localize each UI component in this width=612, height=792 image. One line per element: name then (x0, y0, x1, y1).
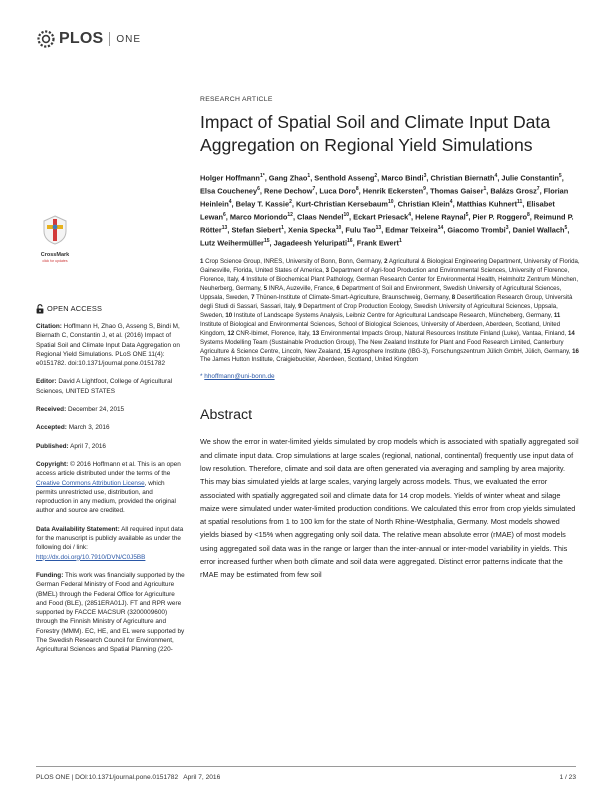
article-main (200, 96, 580, 582)
author-name: Florian Heinlein (200, 186, 569, 209)
affiliation-text: Institute of Biochemical Plant Pathology, German Research Center for Environmental Health, Helmholtz Zentrum München, Neuherberg, Germany, (200, 275, 579, 292)
author-name: Lutz Weihermüller (200, 238, 264, 248)
author-name: Xenia Specka (288, 225, 336, 235)
author-affiliation-ref: 4 (494, 172, 498, 179)
author-affiliation-ref: 11 (517, 198, 523, 205)
author-name: Belay T. Kassie (235, 199, 290, 209)
license-link[interactable]: Creative Commons Attribution License (36, 479, 145, 487)
editor-block (36, 377, 186, 396)
author-name: Henrik Eckersten (362, 186, 424, 196)
author-affiliation-ref: 2 (374, 172, 378, 179)
affiliation-number: 9 (298, 302, 302, 310)
received-block (36, 405, 186, 414)
author-name: Helene Raynal (415, 212, 466, 222)
author-affiliation-ref: 3 (423, 172, 427, 179)
affiliation-number: 8 (451, 293, 456, 301)
author-affiliation-ref: 13 (375, 224, 382, 231)
affiliation-text: Crop Science Group, INRES, University of Bonn, Bonn, Germany, (203, 257, 385, 265)
author-affiliation-ref: 7 (536, 185, 540, 192)
accepted-block (36, 423, 186, 432)
author-affiliation-ref: 6 (223, 211, 226, 218)
article-type: RESEARCH ARTICLE (200, 96, 273, 103)
corresponding-star: * (200, 373, 203, 381)
author-affiliation-ref: 1 (483, 185, 487, 192)
author-affiliation-ref: 12 (287, 211, 293, 218)
affiliation-text: Institute of Biological and Environmental Sciences, School of Biological Sciences, University of Aberdeen, Aberdeen, Scotland, United Kingdom, (200, 320, 561, 337)
accepted-date: March 3, 2016 (68, 424, 110, 432)
author-affiliation-ref: 2 (289, 198, 292, 205)
article-title: Impact of Spatial Soil and Climate Input Data Aggregation on Regional Yield Simulations (200, 112, 551, 155)
author-name: Claas Nendel (297, 212, 344, 222)
author-list: Holger Hoffmann$^{1*}$, Gang Zhao$^1$, Senthold Asseng$^2$, Marco Bindi$^3$, Christian Biernath$^4$, Julie Constantin$^5$, Elsa Coucheney$^6$, Rene Dechow$^7$, Luca Doro$^8$, Henrik Eckersten$^9$, Thomas Gaiser$^1$, Balázs Grosz$^7$, Florian Heinlein$^4$, Belay T. Kassie$^2$, Kurt-Christian Kersebaum$^{10}$, Christian Klein$^4$, Matthias Kuhnert$^{11}$, Elisabet Lewan$^6$, Marco Moriondo$^{12}$, Claas Nendel$^{10}$, Eckart Priesack$^4$, Helene Raynal$^5$, Pier P. Roggero$^8$, Reimund P. Rötter$^{13}$, Stefan Siebert$^1$, Xenia Specka$^{10}$, Fulu Tao$^{13}$, Edmar Teixeira$^{14}$, Giacomo Trombi$^3$, Daniel Wallach$^5$, Lutz Weihermüller$^{15}$, Jagadeesh Yeluripati$^{16}$, Frank Ewert$^1$ (200, 172, 574, 248)
affiliation-number: 16 (572, 347, 579, 355)
affiliation-text: Agricultural & Biological Engineering Department, University of Florida, Gainesville, Florida, United States of America, (200, 257, 580, 274)
footer-divider (36, 766, 576, 767)
affiliation-number: 11 (553, 311, 561, 319)
crossmark-badge[interactable] (33, 214, 77, 263)
author-name: Marco Bindi (381, 173, 424, 183)
author-affiliation-ref: 1 (399, 237, 402, 244)
author-name: Stefan Siebert (231, 225, 282, 235)
affiliation-text: INRA, Auzeville, France, (266, 284, 337, 292)
author-name: Rene Dechow (263, 186, 313, 196)
author-affiliation-ref: 14 (437, 224, 444, 231)
affiliation-text: Department of Crop Production Ecology, Swedish University of Agricultural Sciences, Uppsala, Sweden, (200, 302, 558, 319)
editor-text: David A Lightfoot, College of Agricultural Sciences, UNITED STATES (36, 378, 173, 395)
author-affiliation-ref: 7 (312, 185, 316, 192)
affiliation-text: Thünen-Institute of Climate-Smart-Agriculture, Braunschweig, Germany, (254, 293, 452, 301)
author-name: Christian Biernath (430, 173, 495, 183)
author-affiliation-ref: 10 (387, 198, 394, 205)
affiliation-text: Institute of Landscape Systems Analysis, Leibniz Centre for Agricultural Landscape Research, Müncheberg, Germany, (232, 311, 554, 319)
author-name: Fulu Tao (345, 225, 376, 235)
author-affiliation-ref: 10 (343, 211, 350, 218)
logo-divider (109, 32, 110, 46)
author-affiliation-ref: 9 (423, 185, 426, 192)
author-name: Kurt-Christian Kersebaum (295, 199, 388, 209)
author-affiliation-ref: 13 (221, 224, 228, 231)
author-name: Balázs Grosz (490, 186, 537, 196)
author-name: Elsa Coucheney (200, 186, 258, 196)
affiliation-number: 2 (384, 257, 388, 265)
author-name: Senthold Asseng (314, 173, 375, 183)
affiliation-number: 14 (567, 329, 575, 337)
published-date: April 7, 2016 (70, 442, 106, 450)
copyright-text-tail: , which permits unrestricted use, distribution, and reproduction in any medium, provided the original author and source are credited. (36, 479, 176, 515)
affiliation-text: Agrosphere Institute (IBG-3), Forschungszentrum Jülich GmbH, Jülich, Germany, (350, 347, 573, 355)
data-availability-text: All required input data for the manuscript is publicly available as under the following doi / link: (36, 525, 184, 552)
plos-logo-icon (36, 29, 56, 49)
affiliation-number: 7 (251, 293, 255, 301)
author-affiliation-ref: 4 (449, 198, 453, 205)
received-label: Received: (36, 406, 67, 414)
author-name: Edmar Teixeira (385, 225, 438, 235)
copyright-block (36, 460, 186, 516)
affiliation-list (200, 258, 580, 365)
received-date: December 24, 2015 (67, 406, 125, 414)
affiliation-number: 10 (225, 311, 233, 319)
crossmark-label: CrossMark (40, 252, 70, 258)
author-name: Christian Klein (397, 199, 450, 209)
copyright-label: Copyright: (36, 460, 69, 468)
journal-name: ONE (116, 33, 142, 45)
affiliation-text: The James Hutton Institute, Craigiebuckler, Aberdeen, Scotland, United Kingdom (200, 356, 419, 364)
author-affiliation-ref: 3 (505, 224, 509, 231)
author-affiliation-ref: 1* (259, 172, 265, 179)
affiliation-number: 1 (200, 257, 204, 265)
author-name: Marco Moriondo (229, 212, 288, 222)
affiliation-text: Department of Agri-food Production and Environmental Sciences, University of Florence, Florence, Italy, (200, 266, 570, 283)
article-sidebar (36, 304, 186, 664)
funding-text: This work was financially supported by the German Federal Ministry of Food and Agriculture (BMEL) through the Federal Office for Agriculture and Food (BLE), (2851ERA01J). FT and RPR were supported by FACCE MACSUR (3200009600) through the Finnish Ministry of Agriculture and Forestry (MMM). EC, HE, and EL were supported by The Swedish Research Council for Environment, Agricultural Sciences and Spatial Planning (220- (36, 571, 185, 654)
open-lock-icon (36, 304, 44, 314)
citation-text: Hoffmann H, Zhao G, Asseng S, Bindi M, Biernath C, Constantin J, et al. (2016) Impact of Spatial Soil and Climate Input Data Aggregation on Regional Yield Simulations. PLoS ONE 11(4): e0151782. doi:10.1371/journal.pone.0151782 (36, 323, 180, 368)
data-availability-block (36, 525, 186, 562)
accepted-label: Accepted: (36, 424, 67, 432)
author-name: Elisabet Lewan (200, 199, 555, 222)
author-affiliation-ref: 1 (307, 172, 311, 179)
affiliation-text: CNR-Ibimet, Florence, Italy, (234, 329, 313, 337)
author-name: Pier P. Roggero (472, 212, 528, 222)
copyright-text: © 2016 Hoffmann et al. This is an open access article distributed under the terms of the (36, 460, 181, 478)
author-name: Gang Zhao (268, 173, 308, 183)
page-number: 1 / 23 (559, 774, 576, 781)
plos-one-logo[interactable] (36, 28, 141, 50)
author-affiliation-ref: 15 (263, 237, 270, 244)
author-affiliation-ref: 5 (465, 211, 469, 218)
author-affiliation-ref: 5 (558, 172, 562, 179)
author-name: Luca Doro (319, 186, 356, 196)
author-name: Frank Ewert (356, 238, 399, 248)
open-access-badge (36, 304, 186, 314)
affiliation-number: 5 (263, 284, 267, 292)
affiliation-number: 3 (325, 266, 330, 274)
author-name: Reimund P. Rötter (200, 212, 574, 235)
author-name: Jagadeesh Yeluripati (273, 238, 348, 248)
abstract-heading: Abstract (200, 407, 253, 424)
author-affiliation-ref: 4 (408, 211, 411, 218)
author-affiliation-ref: 8 (527, 211, 530, 218)
affiliation-number: 15 (343, 347, 351, 355)
citation-label: Citation: (36, 323, 62, 330)
abstract-text: We show the error in water-limited yields simulated by crop models which is associated with spatially aggregated soil and climate input data. Crop simulations at large scales (regional, national, continental) frequently use input data of low resolution. Therefore, climate and soil data are often generated via averaging and sampling by area majority. This may bias simulated yields at large scales, varying largely across models. Thus, we evaluated the error associated with spatially aggregated soil and climate data for 14 crop models. Yields of winter wheat and silage maize were simulated under water-limited production conditions. We calculated this error from crop yields simulated at spatial resolutions from 1 to 100 km for the state of North Rhine-Westphalia, Germany. Most models showed yields biased by <15% when aggregating only soil data. The relative mean absolute error (rMAE) of most models using aggregated soil data was in the range or larger than the inter-annual or inter-model variability in yields. This error increased further when both climate and soil data were aggregated. Distinct error patterns indicate that the rMAE may be estimated from few soil (200, 437, 579, 580)
author-affiliation-ref: 5 (564, 224, 568, 231)
author-name: Eckart Priesack (353, 212, 409, 222)
affiliation-text: Systems Modelling Team (Sustainable Production Group), The New Zealand Institute for Plant and Food Research Limited, Canterbury Agriculture & Science Centre, Lincoln, New Zealand, (200, 338, 564, 355)
published-label: Published: (36, 442, 69, 450)
data-availability-label: Data Availability Statement: (36, 525, 120, 533)
affiliation-number: 12 (227, 329, 235, 337)
corresponding-author (200, 373, 580, 380)
author-affiliation-ref: 16 (347, 237, 353, 244)
corresponding-email-link[interactable]: hhoffmann@uni-bonn.de (204, 373, 275, 381)
affiliation-number: 6 (336, 284, 340, 292)
crossmark-icon (40, 214, 70, 246)
editor-label: Editor: (36, 378, 57, 386)
author-name: Giacomo Trombi (447, 225, 506, 235)
author-name: Holger Hoffmann (200, 173, 260, 183)
affiliation-text: Department of Soil and Environment, Swedish University of Agricultural Sciences, Uppsala, Sweden, (200, 284, 562, 301)
author-affiliation-ref: 1 (281, 224, 284, 231)
crossmark-sub: click for updates (42, 259, 68, 263)
affiliation-text: Environmental Impacts Group, Natural Resources Institute Finland (Luke), Vantaa, Finland, (319, 329, 568, 337)
author-name: Thomas Gaiser (430, 186, 484, 196)
data-doi-link[interactable]: http://dx.doi.org/10.7910/DVN/C0J5BB (36, 553, 146, 561)
author-affiliation-ref: 10 (335, 224, 342, 231)
author-affiliation-ref: 4 (228, 198, 232, 205)
footer-citation: PLOS ONE | DOI:10.1371/journal.pone.0151782 April 7, 2016 (36, 774, 221, 781)
author-name: Matthias Kuhnert (456, 199, 518, 209)
author-name: Julie Constantin (501, 173, 559, 183)
affiliation-number: 13 (312, 329, 320, 337)
open-access-label: OPEN ACCESS (47, 304, 103, 314)
funding-label: Funding: (36, 571, 64, 579)
funding-block (36, 571, 186, 655)
author-affiliation-ref: 6 (257, 185, 260, 192)
brand-name: PLOS (59, 30, 104, 47)
affiliation-number: 4 (241, 275, 245, 283)
author-affiliation-ref: 8 (355, 185, 359, 192)
citation-block (36, 322, 186, 368)
published-block (36, 442, 186, 451)
affiliation-text: Desertification Research Group, Università degli Studi di Sassari, Sassari, Italy, (200, 293, 573, 310)
author-name: Daniel Wallach (512, 225, 565, 235)
